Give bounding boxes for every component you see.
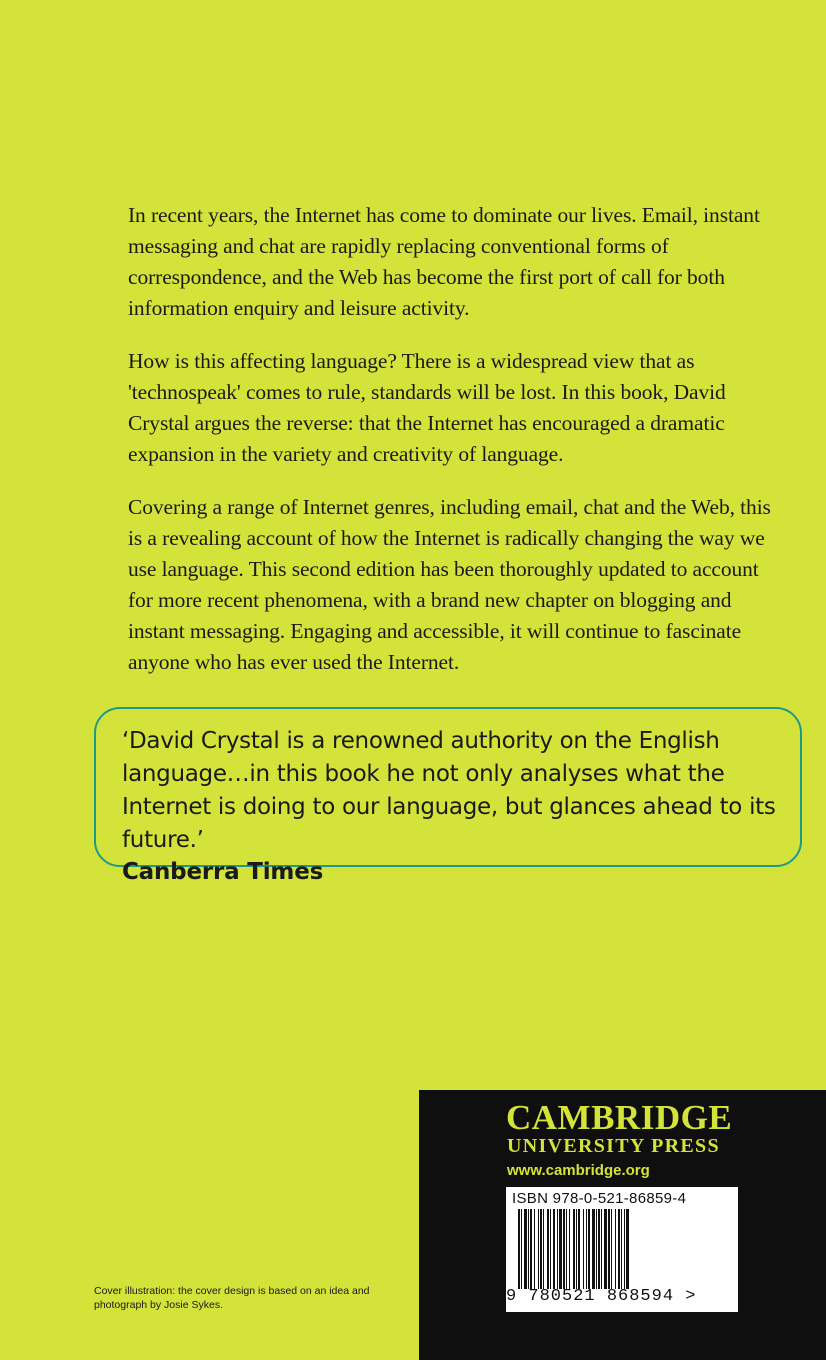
publisher-subname: UNIVERSITY PRESS [507, 1135, 720, 1157]
review-source: Canberra Times [122, 859, 324, 885]
barcode-bar [621, 1209, 622, 1289]
barcode-bar [557, 1209, 558, 1289]
barcode [506, 1187, 738, 1312]
barcode-bar [534, 1209, 535, 1289]
barcode-bar [530, 1209, 532, 1289]
barcode-bar [553, 1209, 555, 1289]
cover-credit: Cover illustration: the cover design is based on an idea and photograph by Josie Sykes. [94, 1285, 370, 1311]
barcode-bar [566, 1209, 567, 1289]
barcode-bar [540, 1209, 542, 1289]
barcode-bar [624, 1209, 625, 1289]
publisher-url: www.cambridge.org [507, 1162, 650, 1179]
barcode-bar [518, 1209, 520, 1289]
barcode-bar [598, 1209, 600, 1289]
barcode-bar [608, 1209, 610, 1289]
barcode-bar [586, 1209, 587, 1289]
barcode-bar [588, 1209, 590, 1289]
barcode-bar [528, 1209, 529, 1289]
review-quote: ‘David Crystal is a renowned authority on the English language…in this book he not only analyses what the Internet is doing to our language, but glances ahead to its future.’ [122, 728, 776, 853]
barcode-bar [615, 1209, 616, 1289]
barcode-bar [611, 1209, 612, 1289]
barcode-digits: 9 780521 868594 > [506, 1287, 697, 1306]
barcode-bar [601, 1209, 602, 1289]
blurb-paragraph-1: In recent years, the Internet has come to dominate our lives. Email, instant messaging and chat are rapidly replacing conventional forms of correspondence, and the Web has become the first port of call for both information enquiry and leisure activity. [128, 203, 760, 320]
barcode-bar [578, 1209, 580, 1289]
barcode-bar [547, 1209, 549, 1289]
barcode-bar [569, 1209, 570, 1289]
barcode-bar [521, 1209, 522, 1289]
barcode-bar [524, 1209, 527, 1289]
back-cover-blurb [128, 200, 778, 700]
review-quote-box [94, 707, 802, 885]
barcode-bar [596, 1209, 597, 1289]
barcode-bar [626, 1209, 629, 1289]
barcode-bar [550, 1209, 551, 1289]
blurb-paragraph-2: How is this affecting language? There is a widespread view that as 'technospeak' comes to rule, standards will be lost. In this book, David Crystal argues the reverse: that the Internet has encouraged a dramatic expansion in the variety and creativity of language. [128, 349, 726, 466]
barcode-bar [592, 1209, 595, 1289]
barcode-bars [518, 1209, 726, 1289]
barcode-bar [543, 1209, 544, 1289]
barcode-bar [563, 1209, 565, 1289]
barcode-bar [538, 1209, 539, 1289]
barcode-bar [576, 1209, 577, 1289]
blurb-paragraph-3: Covering a range of Internet genres, including email, chat and the Web, this is a revealing account of how the Internet is radically changing the way we use language. This second edition has been thoroughly updated to account for more recent phenomena, with a brand new chapter on blogging and instant messaging. Engaging and accessible, it will continue to fascinate anyone who has ever used the Internet. [128, 495, 771, 674]
barcode-bar [583, 1209, 584, 1289]
barcode-bar [559, 1209, 562, 1289]
isbn-label: ISBN 978-0-521-86859-4 [512, 1190, 687, 1207]
barcode-bar [618, 1209, 620, 1289]
barcode-bar [604, 1209, 607, 1289]
barcode-bar [573, 1209, 575, 1289]
publisher-name: CAMBRIDGE [506, 1098, 733, 1137]
